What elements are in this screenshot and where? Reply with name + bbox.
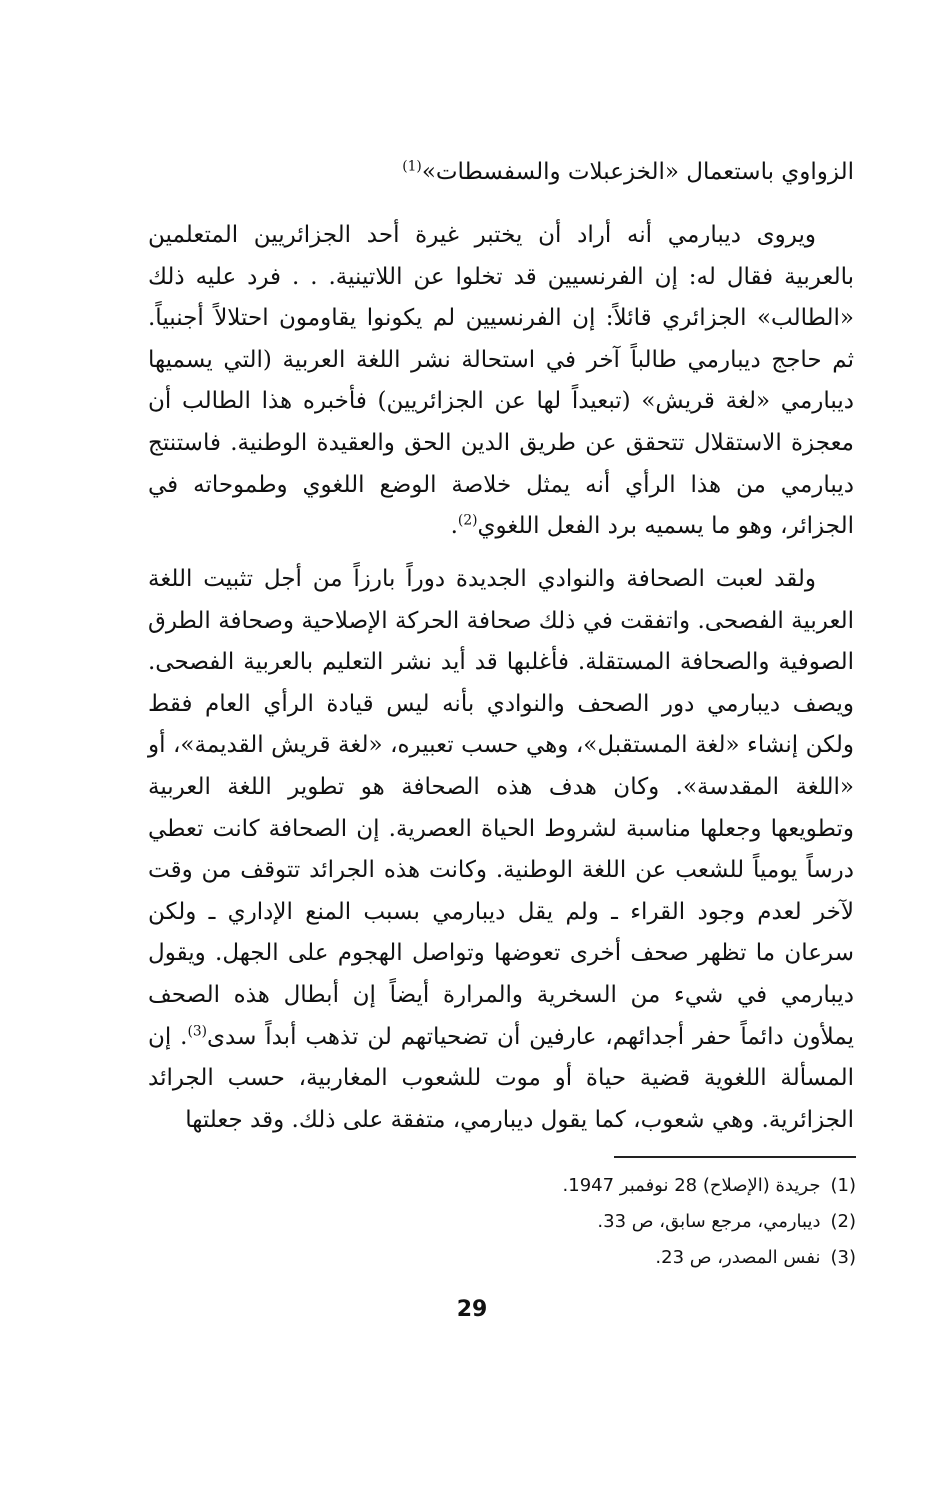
paragraph-1 xyxy=(148,215,854,548)
footnote-text: نفس المصدر، ص 23. xyxy=(655,1247,821,1268)
footnote-number: (2) xyxy=(830,1211,856,1232)
paragraph-1-end: . xyxy=(450,513,458,540)
footnotes xyxy=(420,1168,856,1276)
footnote-ref-3: (3) xyxy=(187,1022,208,1039)
footnote-ref-1: (1) xyxy=(402,158,422,175)
paragraph-2 xyxy=(148,559,854,1141)
paragraph-1-text: ويروى ديبارمي أنه أراد أن يختبر غيرة أحد الجزائريين المتعلمين بالعربية فقال له: إن الفرنسيين قد تخلوا عن اللاتينية. . . فرد عليه ذلك «الطالب» الجزائري قائلاً: إن الفرنسيين لم يكونوا يقاومون احتلالاً أجنبياً. ثم حاجج ديبارمي طالباً آخر في استحالة نشر اللغة العربية (التي يسميها ديبارمي «لغة قريش» (تبعيداً لها عن الجزائريين) فأخبره هذا الطالب أن معجزة الاستقلال تتحقق عن طريق الدين الحق والعقيدة الوطنية. فاستنتج ديبارمي من هذا الرأي أنه يمثل خلاصة الوضع اللغوي وطموحاته في الجزائر، وهو ما يسميه برد الفعل اللغوي xyxy=(148,222,854,540)
paragraph-2-text: ولقد لعبت الصحافة والنوادي الجديدة دوراً بارزاً من أجل تثبيت اللغة العربية الفصحى. واتفقت في ذلك صحافة الحركة الإصلاحية وصحافة الطرق الصوفية والصحافة المستقلة. فأغلبها قد أيد نشر التعليم بالعربية الفصحى. ويصف ديبارمي دور الصحف والنوادي بأنه ليس قيادة الرأي العام فقط ولكن إنشاء «لغة المستقبل»، وهي حسب تعبيره، «لغة قريش القديمة»، أو «اللغة المقدسة». وكان هدف هذه الصحافة هو تطوير اللغة العربية وتطويعها وجعلها مناسبة لشروط الحياة العصرية. إن الصحافة كانت تعطي درساً يومياً للشعب عن اللغة الوطنية. وكانت هذه الجرائد تتوقف من وقت لآخر لعدم وجود القراء ـ ولم يقل ديبارمي بسبب المنع الإداري ـ ولكن سرعان ما تظهر صحف أخرى تعوضها وتواصل الهجوم على الجهل. ويقول ديبارمي في شيء من السخرية والمرارة أيضاً إن أبطال هذه الصحف يملأون دائماً حفر أجدائهم، عارفين أن تضحياتهم لن تذهب أبداً سدى xyxy=(148,566,854,1050)
continuation-text: الزواوي باستعمال «الخزعبلات والسفسطات» xyxy=(421,159,854,185)
footnote-3 xyxy=(420,1240,856,1276)
paragraph-2-continuation: . إن المسألة اللغوية قضية حياة أو موت للشعوب المغاربية، حسب الجرائد الجزائرية. وهي شعوب، كما يقول ديبارمي، متفقة على ذلك. وقد جعلتها xyxy=(148,1023,854,1133)
continuation-line xyxy=(148,152,854,194)
footnote-2 xyxy=(420,1204,856,1240)
footnote-text: ديبارمي، مرجع سابق، ص 33. xyxy=(597,1211,821,1232)
page-number: 29 xyxy=(456,1297,488,1322)
footnote-divider xyxy=(614,1156,856,1158)
footnote-text: جريدة (الإصلاح) 28 نوفمبر 1947. xyxy=(562,1175,821,1196)
footnote-number: (3) xyxy=(830,1247,856,1268)
footnote-1 xyxy=(420,1168,856,1204)
footnote-ref-2: (2) xyxy=(457,512,478,529)
footnote-number: (1) xyxy=(830,1175,856,1196)
